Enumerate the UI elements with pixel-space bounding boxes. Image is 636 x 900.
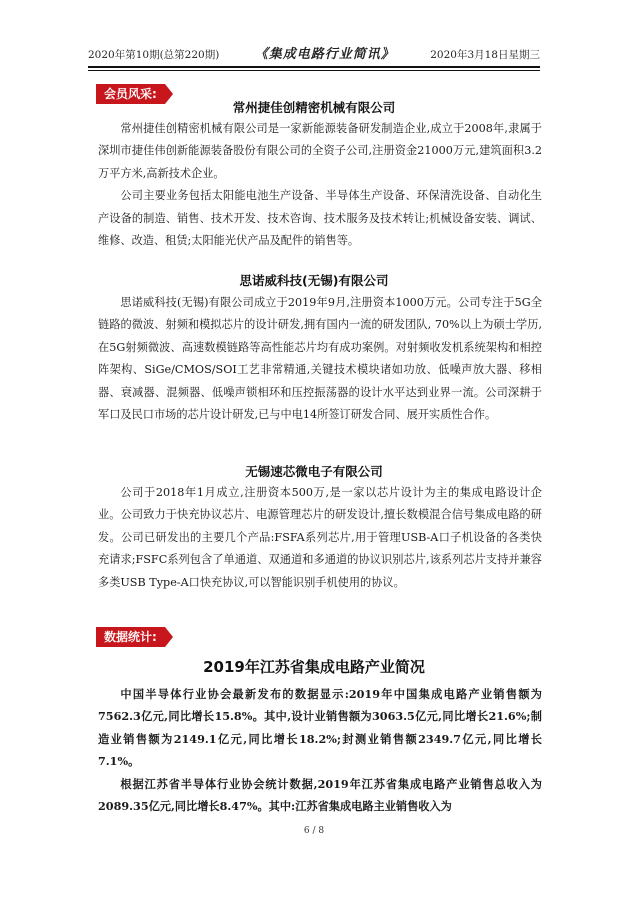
company-2-description <box>98 292 542 426</box>
company-3-name: 无锡速芯微电子有限公司 <box>245 464 383 479</box>
page-number: 6 / 8 <box>303 826 325 836</box>
publication-title: 《集成电路行业简讯》 <box>254 47 395 62</box>
members-section-tag: 会员风采: <box>96 84 165 104</box>
company-1-paragraph-2: 公司主要业务包括太阳能电池生产设备、半导体生产设备、环保清洗设备、自动化生产设备的制造、销售、技术开发、技术咨询、技术服务及技术转让;机械设备安装、调试、维修、改造、租赁;太阳能光伏产品及配件的销售等。 <box>98 189 542 248</box>
stats-section-tag: 数据统计: <box>96 627 165 647</box>
stats-paragraph-2: 根据江苏省半导体行业协会统计数据,2019年江苏省集成电路产业销售总收入为2089.35亿元,同比增长8.47%。其中:江苏省集成电路主业销售收入为 <box>98 776 542 814</box>
company-2-paragraph-1: 思诺威科技(无锡)有限公司成立于2019年9月,注册资本1000万元。公司专注于5G全链路的微波、射频和模拟芯片的设计研发,拥有国内一流的研发团队, 70%以上为硕士学历,在5G射频微波、高速数模链路等高性能芯片均有成功案例。对射频收发机系统架构和相控阵架构、SiGe/CMOS/SOI工艺非常精通,关键技术模块诸如功放、低噪声放大器、移相器、衰减器、混频器、低噪声锁相环和压控振荡器的设计水平达到业界一流。公司深耕于军口及民口市场的芯片设计研发,已与中电14所签订研发合同、展开实质性合作。 <box>98 296 542 422</box>
company-3-description <box>98 482 542 594</box>
company-2-name: 思诺威科技(无锡)有限公司 <box>239 273 389 288</box>
stats-paragraph-1: 中国半导体行业协会最新发布的数据显示:2019年中国集成电路产业销售额为7562.3亿元,同比增长15.8%。其中,设计业销售额为3063.5亿元,同比增长21.6%;制造业销售额为2149.1亿元,同比增长18.2%;封测业销售额2349.7亿元,同比增长7.1%。 <box>98 687 542 769</box>
issue-number: 2020年第10期(总第220期) <box>88 49 220 61</box>
page-header <box>88 42 540 62</box>
company-1-description <box>98 118 542 252</box>
header-rule-thin <box>88 70 540 71</box>
company-1-paragraph-1: 常州捷佳创精密机械有限公司是一家新能源装备研发制造企业,成立于2008年,隶属于深圳市捷佳伟创新能源装备股份有限公司的全资子公司,注册资金21000万元,建筑面积3.2万平方米,高新技术企业。 <box>98 122 542 180</box>
company-1-name: 常州捷佳创精密机械有限公司 <box>232 100 396 115</box>
header-rule-thick <box>88 66 540 68</box>
issue-date: 2020年3月18日星期三 <box>430 49 540 61</box>
stats-body <box>98 683 542 817</box>
stats-title: 2019年江苏省集成电路产业简况 <box>203 658 425 676</box>
company-3-paragraph-1: 公司于2018年1月成立,注册资本500万,是一家以芯片设计为主的集成电路设计企业。公司致力于快充协议芯片、电源管理芯片的研发设计,擅长数模混合信号集成电路的研发。公司已研发出的主要几个产品:FSFA系列芯片,用于管理USB-A口子机设备的各类快充请求;FSFC系列包含了单通道、双通道和多通道的协议识别芯片,该系列芯片支持并兼容多类USB Type-A口快充协议,可以智能识别手机使用的协议。 <box>98 486 542 589</box>
